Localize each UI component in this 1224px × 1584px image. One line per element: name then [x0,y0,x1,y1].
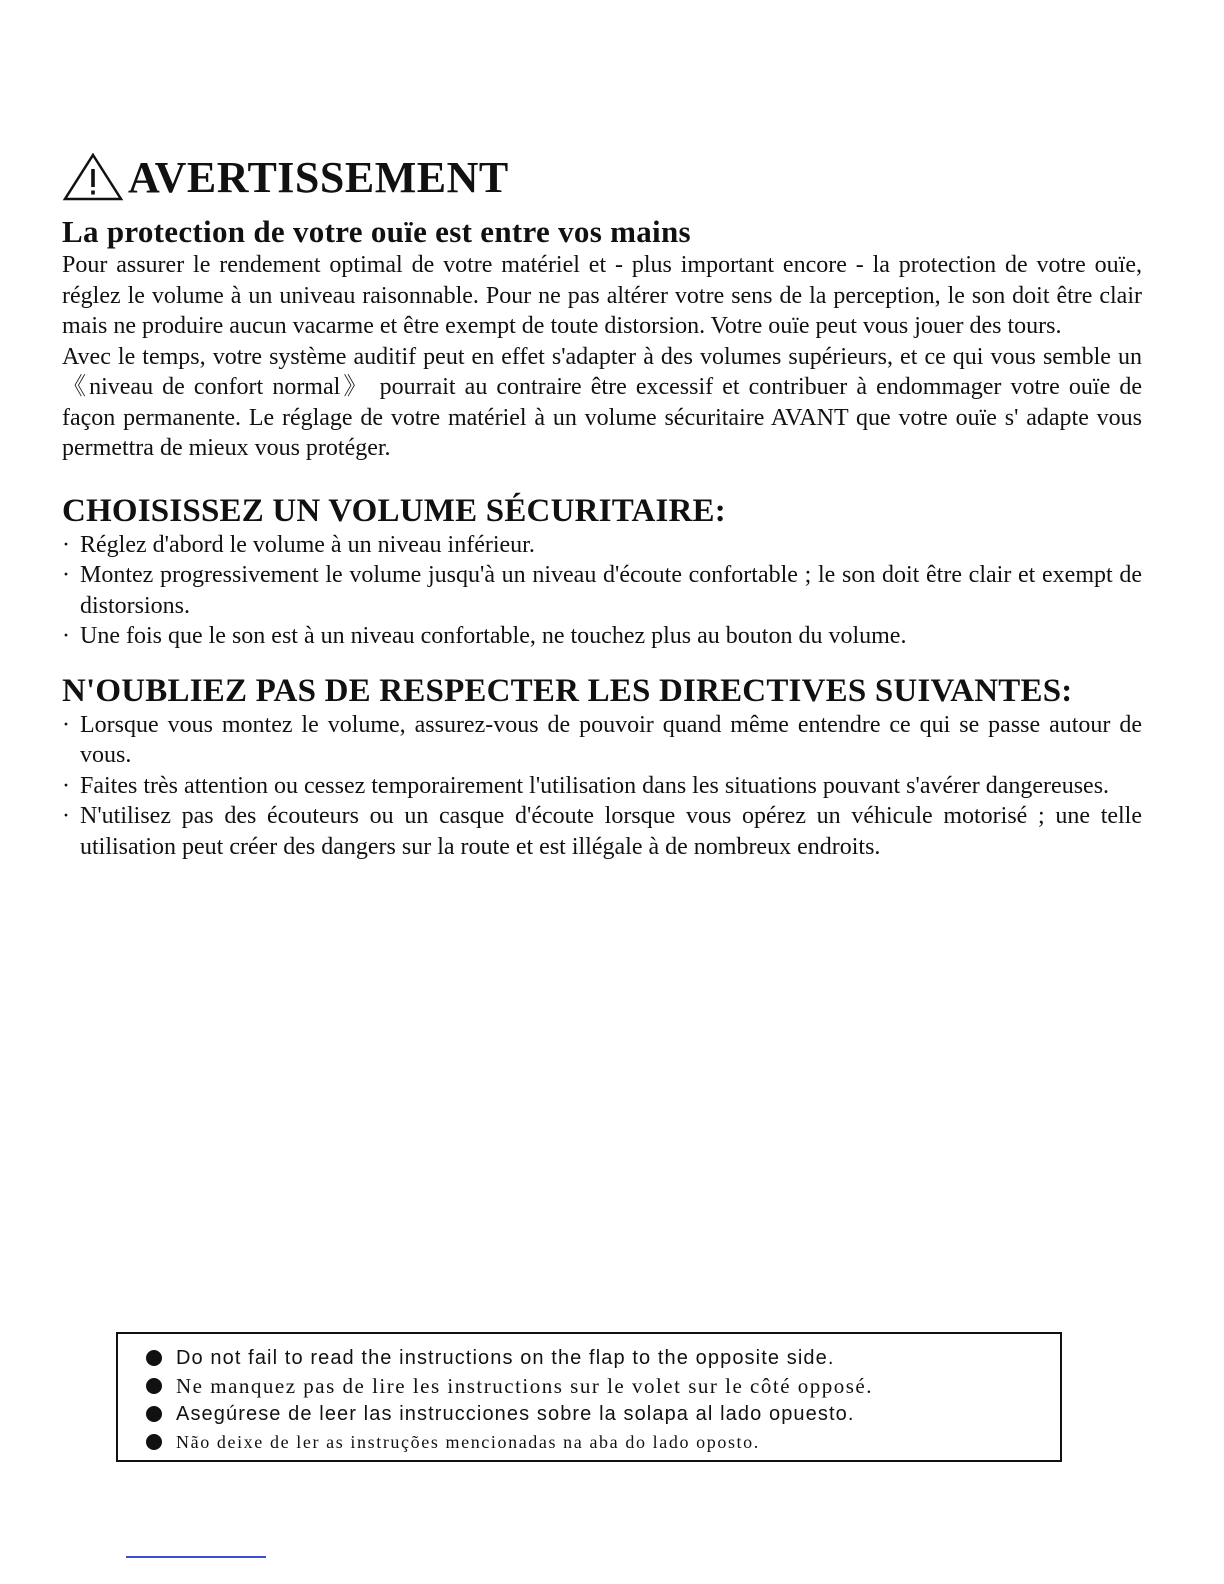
document-page [62,150,1142,862]
list-item: · Une fois que le son est à un niveau confortable, ne touchez plus au bouton du volume. [62,623,907,649]
warning-triangle-icon [62,152,124,202]
bottom-rule [126,1556,266,1558]
section-heading-directives: N'OUBLIEZ PAS DE RESPECTER LES DIRECTIVES SUIVANTES: [62,672,1073,709]
page-subtitle: La protection de votre ouïe est entre vos mains [62,214,691,249]
bullet-icon [146,1378,162,1394]
notice-box [116,1332,1062,1462]
intro-text [62,250,1142,464]
list-item: · Montez progressivement le volume jusqu'à un niveau d'écoute confortable ; le son doit être clair et exempt de distorsions. [62,562,1142,619]
bullet-icon [146,1406,162,1422]
bullet-icon [146,1434,162,1450]
intro-paragraph-1: Pour assurer le rendement optimal de votre matériel et - plus important encore - la protection de votre ouïe, réglez le volume à un univeau raisonnable. Pour ne pas altérer votre sens de la perception, le son doit être clair mais ne produire aucun vacarme et être exempt de toute distorsion. Votre ouïe peut vous jouer des tours. [62,252,1142,339]
bullet-icon [146,1350,162,1366]
notice-line-fr: Ne manquez pas de lire les instructions sur le volet sur le côté opposé. [146,1372,1060,1400]
notice-line-pt: Não deixe de ler as instruções mencionadas na aba do lado oposto. [146,1428,1060,1456]
page-title: AVERTISSEMENT [128,152,509,202]
volume-list [62,530,1142,652]
directives-list [62,710,1142,863]
notice-line-en: Do not fail to read the instructions on the flap to the opposite side. [146,1344,1060,1372]
section-heading-volume: CHOISISSEZ UN VOLUME SÉCURITAIRE: [62,492,726,529]
title-row [62,150,1142,204]
list-item: · Lorsque vous montez le volume, assurez-vous de pouvoir quand même entendre ce qui se passe autour de vous. [62,711,1142,768]
list-item: · N'utilisez pas des écouteurs ou un casque d'écoute lorsque vous opérez un véhicule motorisé ; une telle utilisation peut créer des dangers sur la route et est illégale à de nombreux endroits. [62,803,1142,860]
list-item: · Faites très attention ou cessez temporairement l'utilisation dans les situations pouvant s'avérer dangereuses. [62,772,1110,799]
intro-paragraph-2: Avec le temps, votre système auditif peut en effet s'adapter à des volumes supérieurs, et ce qui vous semble un 《niveau de confort normal》 pourrait au contraire être excessif et contribuer à endommager votre ouïe de façon permanente. Le réglage de votre matériel à un volume sécuritaire AVANT que votre ouïe s' adapte vous permettra de mieux vous protéger. [62,343,1142,461]
notice-line-es: Asegúrese de leer las instrucciones sobre la solapa al lado opuesto. [146,1400,1060,1428]
list-item: · Réglez d'abord le volume à un niveau inférieur. [62,531,535,558]
